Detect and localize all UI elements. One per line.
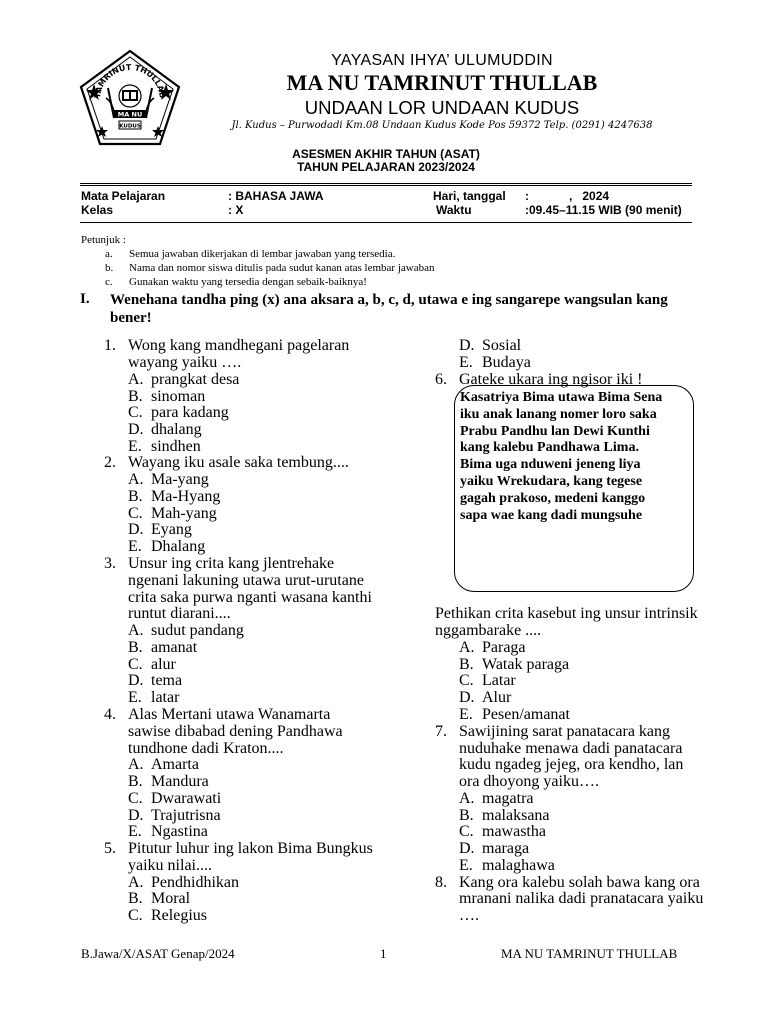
option-letter: A. <box>128 471 144 488</box>
option-letter: A. <box>128 622 144 639</box>
option-text: Sosial <box>482 337 522 354</box>
passage-line: sapa wae kang dadi mungsuhe <box>460 507 643 523</box>
option-text: sinoman <box>151 388 206 405</box>
option-text: Ma-yang <box>151 471 209 488</box>
question-number: 4. <box>104 706 116 723</box>
class-label: Kelas <box>81 203 114 217</box>
option-letter: B. <box>459 656 474 673</box>
option-text: mawastha <box>482 823 546 840</box>
option-text: Alur <box>482 689 512 706</box>
option-text: Pendhidhikan <box>151 874 239 891</box>
option-text: Ngastina <box>151 823 208 840</box>
option-letter: E. <box>459 857 473 874</box>
option-letter: C. <box>128 656 143 673</box>
question-text: ngenani lakuning utawa urut-urutane <box>128 572 364 589</box>
question-text: wayang yaiku …. <box>128 354 242 371</box>
exam-title: ASESMEN AKHIR TAHUN (ASAT) <box>292 147 480 161</box>
question-number: 3. <box>104 555 116 572</box>
option-letter: E. <box>459 706 473 723</box>
option-letter: C. <box>459 672 474 689</box>
passage-line: Bima uga nduweni jeneng liya <box>460 457 641 473</box>
option-letter: B. <box>128 773 143 790</box>
question-text: mranani nalika dadi pranatacara yaiku <box>459 890 704 907</box>
option-letter: C. <box>128 790 143 807</box>
question-text: sawise dibabad dening Pandhawa <box>128 723 343 740</box>
option-text: maraga <box>482 840 530 857</box>
logo-base-text: KUDUS <box>119 123 141 130</box>
question-text: tundhone dadi Kraton.... <box>128 740 284 757</box>
option-text: amanat <box>151 639 198 656</box>
passage-line: yaiku Wrekudara, kang tegese <box>460 473 643 489</box>
question-text: Sawijining sarat panatacara kang <box>459 723 671 740</box>
option-letter: D. <box>459 689 475 706</box>
option-letter: E. <box>128 438 142 455</box>
option-letter: A. <box>128 874 144 891</box>
option-text: Relegius <box>151 907 207 924</box>
option-text: tema <box>151 672 183 689</box>
option-text: Pesen/amanat <box>482 706 570 723</box>
option-text: Mah-yang <box>151 505 217 522</box>
option-letter: D. <box>459 337 475 354</box>
school-address: Jl. Kudus – Purwodadi Km.08 Undaan Kudus Kode Pos 59372 Telp. (0291) 4247638 <box>231 120 653 131</box>
question-text: Alas Mertani utawa Wanamarta <box>128 706 331 723</box>
option-text: para kadang <box>151 404 229 421</box>
option-text: Dhalang <box>151 538 206 555</box>
instruction-letter: a. <box>105 248 113 260</box>
option-letter: B. <box>128 890 143 907</box>
option-letter: E. <box>128 538 142 555</box>
instruction-letter: b. <box>105 262 114 274</box>
option-letter: D. <box>128 421 144 438</box>
option-letter: C. <box>128 505 143 522</box>
option-text: malaksana <box>482 807 550 824</box>
info-top-rule-2 <box>80 185 692 186</box>
story-passage <box>460 390 692 524</box>
footer-code: B.Jawa/X/ASAT Genap/2024 <box>81 946 235 961</box>
question-number: 6. <box>435 371 447 388</box>
instruction-text: Semua jawaban dikerjakan di lembar jawaban yang tersedia. <box>129 248 396 260</box>
question-text: crita saka purwa nganti wasana kanthi <box>128 589 372 606</box>
day-label: Hari, tanggal <box>433 189 506 203</box>
question-text: yaiku nilai.... <box>128 857 212 874</box>
subject-value: : BAHASA JAWA <box>228 189 324 203</box>
option-letter: B. <box>459 807 474 824</box>
instruction-letter: c. <box>105 276 113 288</box>
school-location: UNDAAN LOR UNDAAN KUDUS <box>304 97 580 118</box>
exam-year: TAHUN PELAJARAN 2023/2024 <box>297 160 475 174</box>
instruction-text: Nama dan nomor siswa ditulis pada sudut kanan atas lembar jawaban <box>129 262 435 274</box>
option-letter: B. <box>128 639 143 656</box>
option-letter: C. <box>128 404 143 421</box>
question-text: Pethikan crita kasebut ing unsur intrinsik <box>435 605 698 622</box>
question-number: 5. <box>104 840 116 857</box>
question-text: kudu ngadeg jejeg, ora kendho, lan <box>459 756 684 773</box>
passage-line: Prabu Pandhu lan Dewi Kunthi <box>460 423 650 439</box>
option-text: magatra <box>482 790 534 807</box>
option-text: Moral <box>151 890 191 907</box>
option-text: sindhen <box>151 438 201 455</box>
question-text: Wayang iku asale saka tembung.... <box>128 454 349 471</box>
option-letter: A. <box>459 639 475 656</box>
instruction-text: Gunakan waktu yang tersedia dengan sebaik-baiknya! <box>129 276 367 288</box>
option-text: prangkat desa <box>151 371 240 388</box>
option-letter: E. <box>459 354 473 371</box>
option-text: Paraga <box>482 639 526 656</box>
option-letter: D. <box>128 672 144 689</box>
time-value: :09.45–11.15 WIB (90 menit) <box>525 203 682 217</box>
option-text: alur <box>151 656 176 673</box>
option-text: Mandura <box>151 773 209 790</box>
question-text: Wong kang mandhegani pagelaran <box>128 337 350 354</box>
option-letter: A. <box>128 371 144 388</box>
question-text: …. <box>459 907 479 924</box>
time-label: Waktu <box>436 203 472 217</box>
class-value: : X <box>228 203 244 217</box>
school-logo <box>78 48 182 148</box>
info-bottom-rule <box>80 222 692 223</box>
info-top-rule <box>80 183 692 184</box>
passage-line: kang kalebu Pandhawa Lima. <box>460 440 639 456</box>
question-number: 1. <box>104 337 116 354</box>
question-text: Pitutur luhur ing lakon Bima Bungkus <box>128 840 373 857</box>
logo-band-text: MA NU <box>117 110 143 119</box>
question-text: nggambarake .... <box>435 622 542 639</box>
option-text: malaghawa <box>482 857 555 874</box>
section-instruction: Wenehana tandha ping (x) ana aksara a, b, c, d, utawa e ing sangarepe wangsulan kang bener! <box>110 292 668 326</box>
option-letter: C. <box>459 823 474 840</box>
option-text: Ma-Hyang <box>151 488 221 505</box>
option-text: dhalang <box>151 421 202 438</box>
passage-line: Kasatriya Bima utawa Bima Sena <box>460 390 663 405</box>
option-letter: B. <box>128 488 143 505</box>
option-text: Watak paraga <box>482 656 570 673</box>
option-text: Amarta <box>151 756 199 773</box>
question-number: 8. <box>435 874 447 891</box>
option-letter: D. <box>128 521 144 538</box>
option-letter: E. <box>128 823 142 840</box>
logo-arc-text: TAMRINUT THULLAB <box>93 62 168 99</box>
section-number: I. <box>80 291 90 307</box>
question-text: Gateke ukara ing ngisor iki ! <box>459 371 643 388</box>
option-letter: C. <box>128 907 143 924</box>
option-text: Latar <box>482 672 516 689</box>
option-text: Trajutrisna <box>151 807 221 824</box>
question-number: 2. <box>104 454 116 471</box>
subject-label: Mata Pelajaran <box>81 189 166 203</box>
option-text: latar <box>151 689 180 706</box>
option-letter: A. <box>128 756 144 773</box>
question-text: Kang ora kalebu solah bawa kang ora <box>459 874 700 891</box>
foundation-name: YAYASAN IHYA’ ULUMUDDIN <box>331 52 553 69</box>
option-letter: D. <box>128 807 144 824</box>
question-text: ora dhoyong yaiku…. <box>459 773 599 790</box>
question-text: Unsur ing crita kang jlentrehake <box>128 555 335 572</box>
question-text: nuduhake menawa dadi panatacara <box>459 740 683 757</box>
footer-school: MA NU TAMRINUT THULLAB <box>501 946 678 961</box>
option-text: Dwarawati <box>151 790 222 807</box>
option-letter: E. <box>128 689 142 706</box>
page-number: 1 <box>380 946 387 961</box>
school-name: MA NU TAMRINUT THULLAB <box>286 70 598 95</box>
day-value: : , 2024 <box>525 189 610 203</box>
option-letter: D. <box>459 840 475 857</box>
option-text: Budaya <box>482 354 531 371</box>
question-text: runtut diarani.... <box>128 605 231 622</box>
passage-line: gagah prakoso, medeni kanggo <box>460 490 646 506</box>
option-letter: B. <box>128 388 143 405</box>
question-number: 7. <box>435 723 447 740</box>
option-text: sudut pandang <box>151 622 244 639</box>
instructions-title: Petunjuk : <box>81 234 126 246</box>
passage-line: iku anak lanang nomer loro saka <box>460 406 657 422</box>
option-text: Eyang <box>151 521 192 538</box>
option-letter: A. <box>459 790 475 807</box>
